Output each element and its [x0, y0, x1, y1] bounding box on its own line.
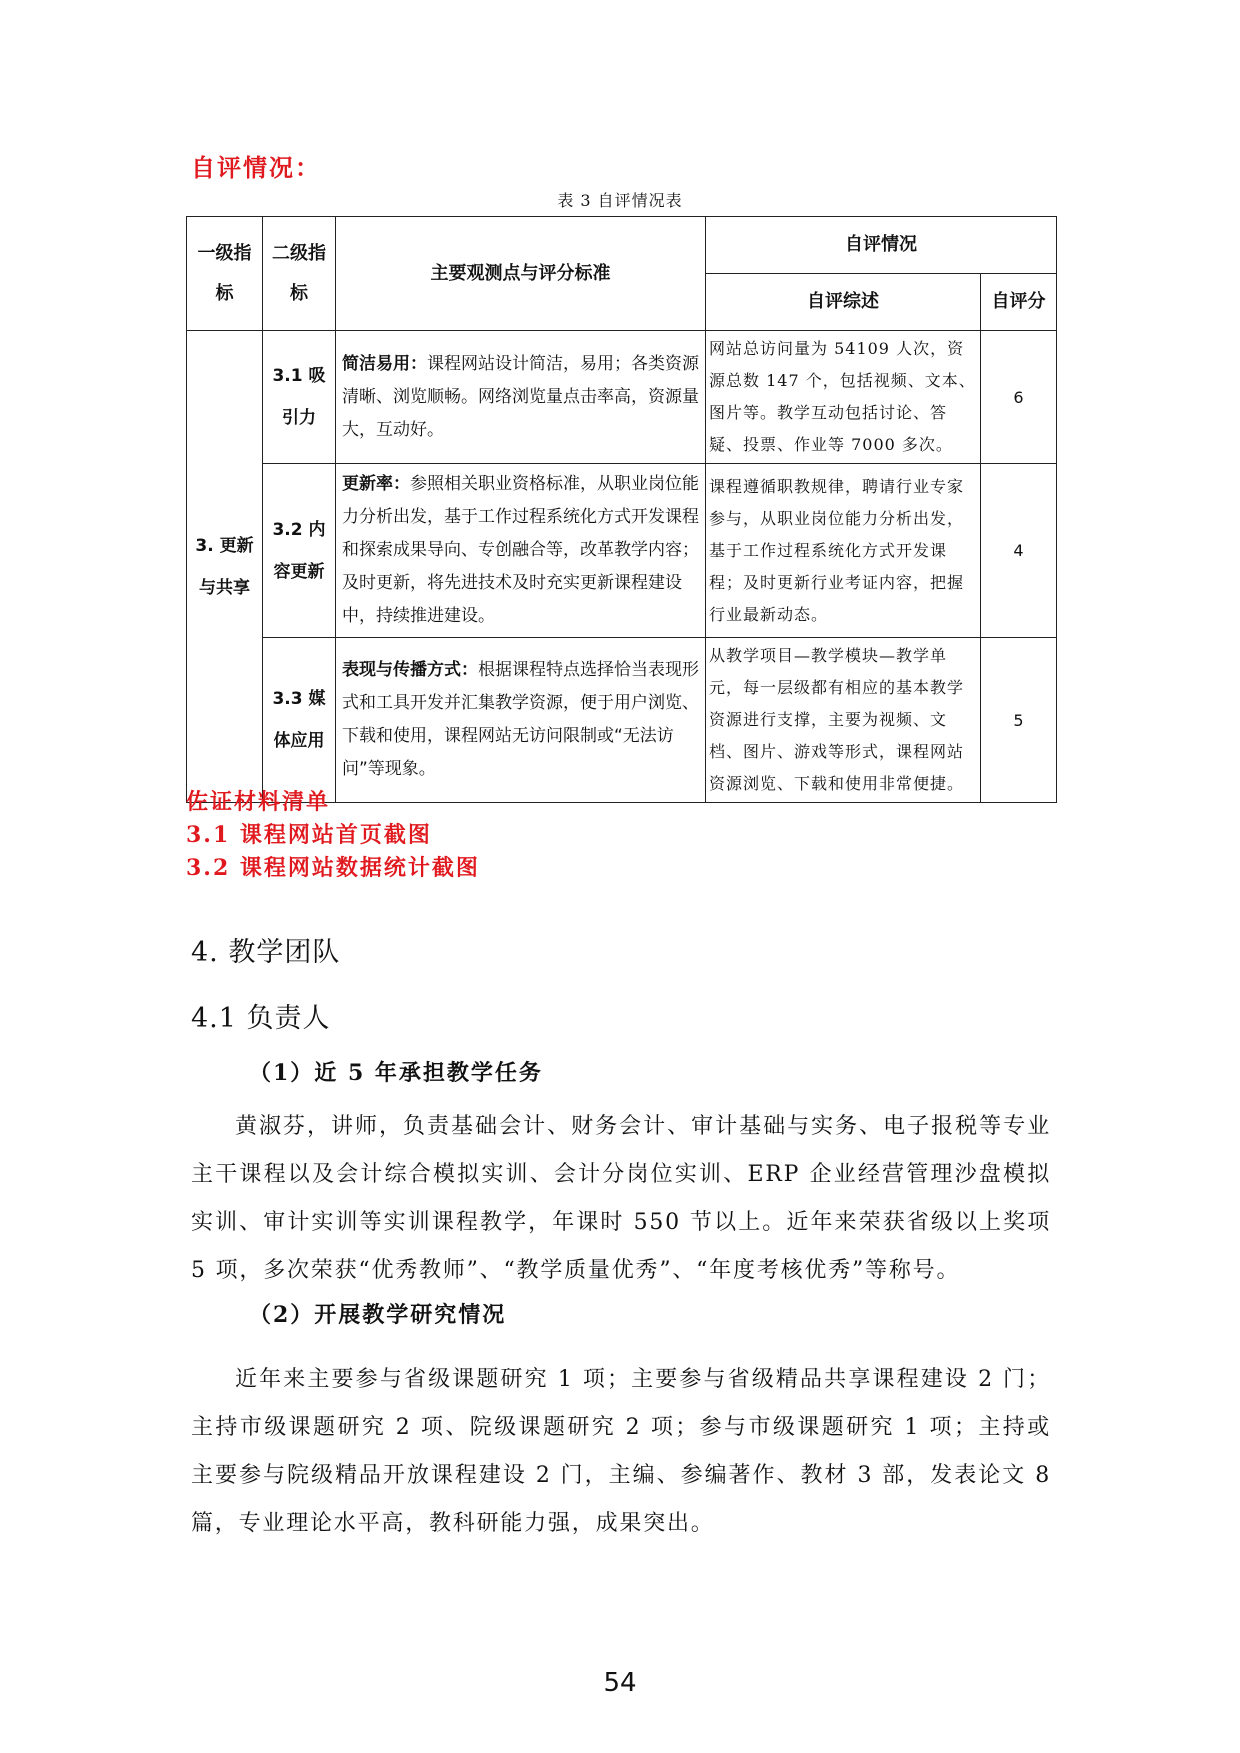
item-title: （1）近 5 年承担教学任务: [249, 1060, 543, 1086]
self-eval-heading: 自评情况：: [191, 153, 321, 182]
level2-cell: 3.3 媒体应用: [263, 638, 336, 803]
summary-cell: 从教学项目—教学模块—教学单元，每一层级都有相应的基本教学资源进行支撑，主要为视频、文档、图片、游戏等形式，课程网站资源浏览、下载和使用非常便捷。: [706, 638, 981, 803]
evidence-item: 3.2 课程网站数据统计截图: [186, 855, 480, 881]
criteria-cell: 更新率：参照相关职业资格标准，从职业岗位能力分析出发，基于工作过程系统化方式开发课程和探索成果导向、专创融合等，改革教学内容；及时更新，将先进技术及时充实更新课程建设中，持续推进建设。: [336, 464, 706, 638]
paragraph: 近年来主要参与省级课题研究 1 项；主要参与省级精品共享课程建设 2 门；主持市级课题研究 2 项、院级课题研究 2 项；参与市级课题研究 1 项；主持或主要参与院级精品开放课程建设 2 门，主编、参编著作、教材 3 部，发表论文 8 篇，专业理论水平高，教科研能力强，成果突出。: [191, 1367, 1051, 1536]
evidence-list: [186, 786, 480, 885]
level1-cell: 3. 更新与共享: [187, 331, 263, 803]
paragraph: 黄淑芬，讲师，负责基础会计、财务会计、审计基础与实务、电子报税等专业主干课程以及会计综合模拟实训、会计分岗位实训、ERP 企业经营管理沙盘模拟实训、审计实训等实训课程教学，年课时 550 节以上。近年来荣获省级以上奖项 5 项，多次荣获“优秀教师”、“教学质量优秀”、“年度考核优秀”等称号。: [191, 1114, 1051, 1283]
evidence-item: 3.1 课程网站首页截图: [186, 822, 432, 848]
section-title: 4. 教学团队: [191, 937, 341, 968]
score-cell: 6: [981, 331, 1057, 464]
header-level2: 二级指标: [263, 217, 336, 331]
table-caption: 表 3 自评情况表: [557, 191, 683, 210]
table-row: [187, 464, 1057, 638]
level2-cell: 3.2 内容更新: [263, 464, 336, 638]
summary-cell: 课程遵循职教规律，聘请行业专家参与，从职业岗位能力分析出发，基于工作过程系统化方式开发课程；及时更新行业考证内容，把握行业最新动态。: [706, 464, 981, 638]
score-cell: 4: [981, 464, 1057, 638]
header-criteria: 主要观测点与评分标准: [336, 217, 706, 331]
header-self-eval: 自评情况: [706, 217, 1057, 274]
table-row: [187, 638, 1057, 803]
self-eval-table: [186, 216, 1057, 803]
level2-cell: 3.1 吸引力: [263, 331, 336, 464]
page-number: 54: [603, 1668, 637, 1698]
evidence-title: 佐证材料清单: [186, 789, 331, 815]
header-summary: 自评综述: [706, 274, 981, 331]
header-level1: 一级指标: [187, 217, 263, 331]
table-row: [187, 331, 1057, 464]
summary-cell: 网站总访问量为 54109 人次，资源总数 147 个，包括视频、文本、图片等。教学互动包括讨论、答疑、投票、作业等 7000 多次。: [706, 331, 981, 464]
subsection-title: 4.1 负责人: [191, 1003, 331, 1034]
item-title: （2）开展教学研究情况: [249, 1302, 507, 1328]
criteria-cell: 表现与传播方式：根据课程特点选择恰当表现形式和工具开发并汇集教学资源，便于用户浏览、下载和使用，课程网站无访问限制或“无法访问”等现象。: [336, 638, 706, 803]
score-cell: 5: [981, 638, 1057, 803]
header-score: 自评分: [981, 274, 1057, 331]
criteria-cell: 简洁易用：课程网站设计简洁，易用；各类资源清晰、浏览顺畅。网络浏览量点击率高，资源量大，互动好。: [336, 331, 706, 464]
